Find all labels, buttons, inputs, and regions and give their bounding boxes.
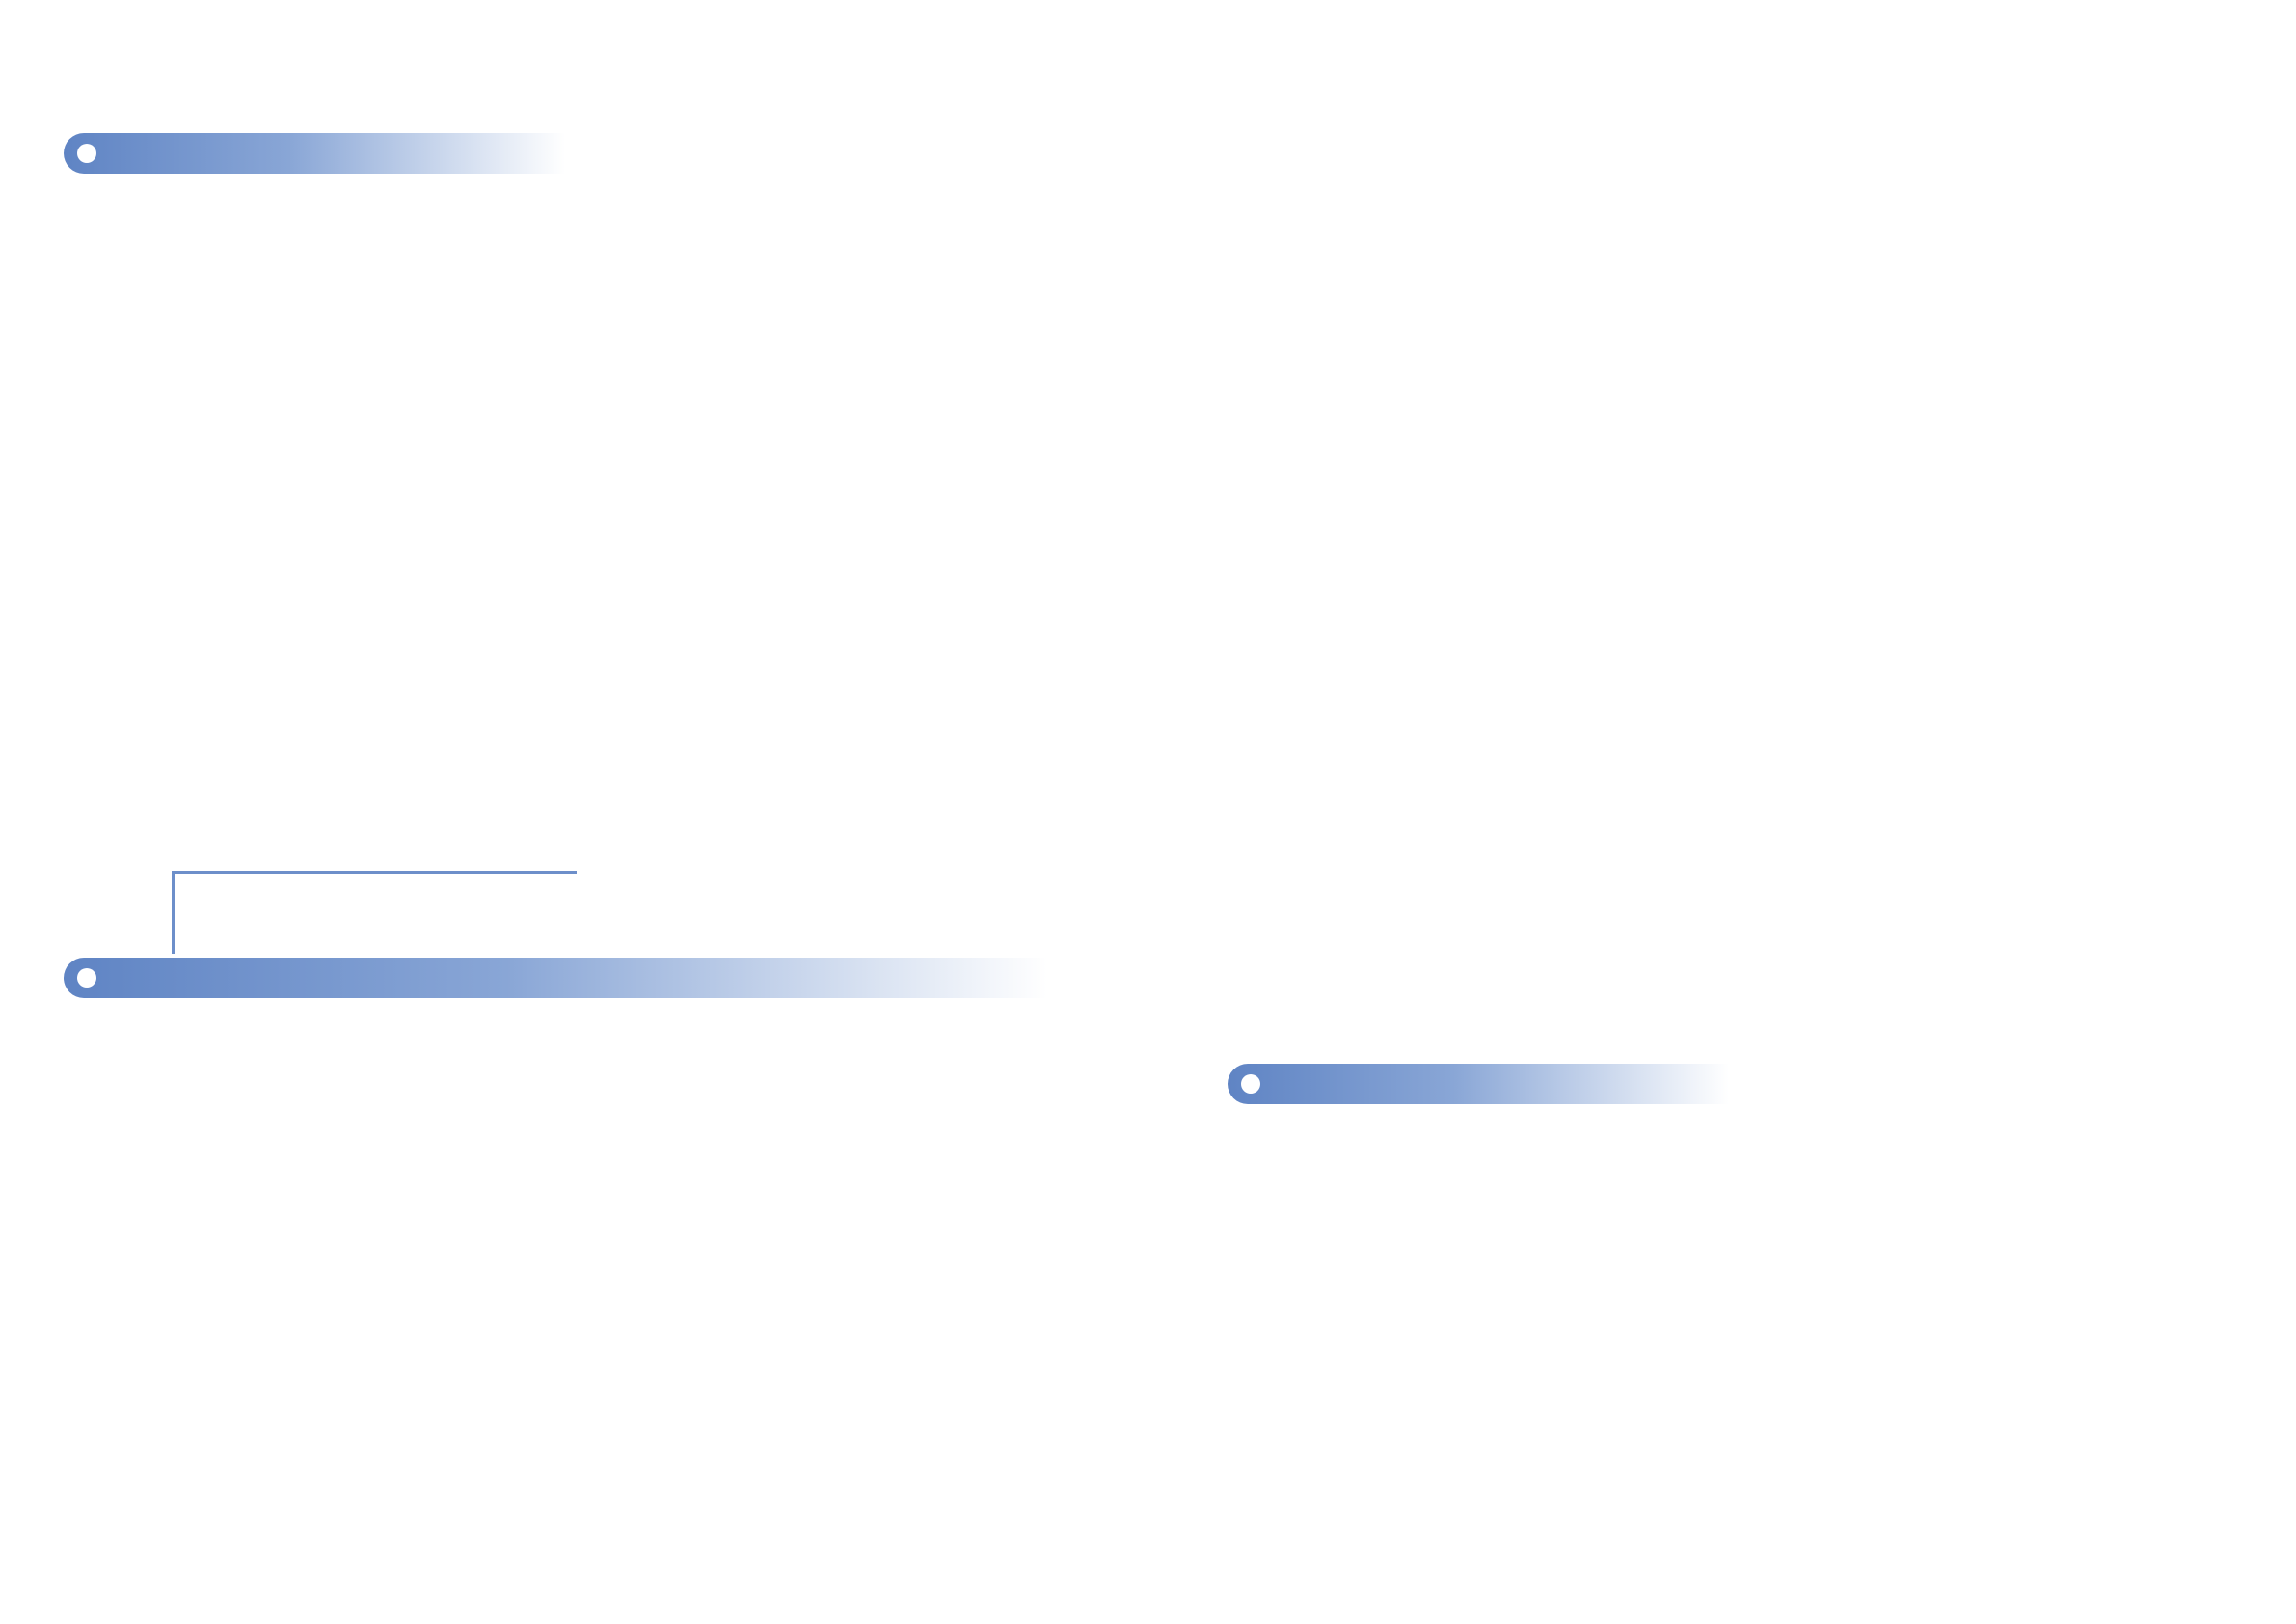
bullet-dot-icon: [1241, 1074, 1260, 1094]
extended-parameters-1-band: [64, 958, 1047, 998]
extended-parameters-2-band: [1228, 1064, 1729, 1104]
basic-parameters-band: [64, 133, 565, 174]
bullet-dot-icon: [77, 144, 96, 163]
bullet-dot-icon: [77, 968, 96, 988]
connector-line: [172, 871, 577, 935]
connector-line: [172, 874, 175, 954]
